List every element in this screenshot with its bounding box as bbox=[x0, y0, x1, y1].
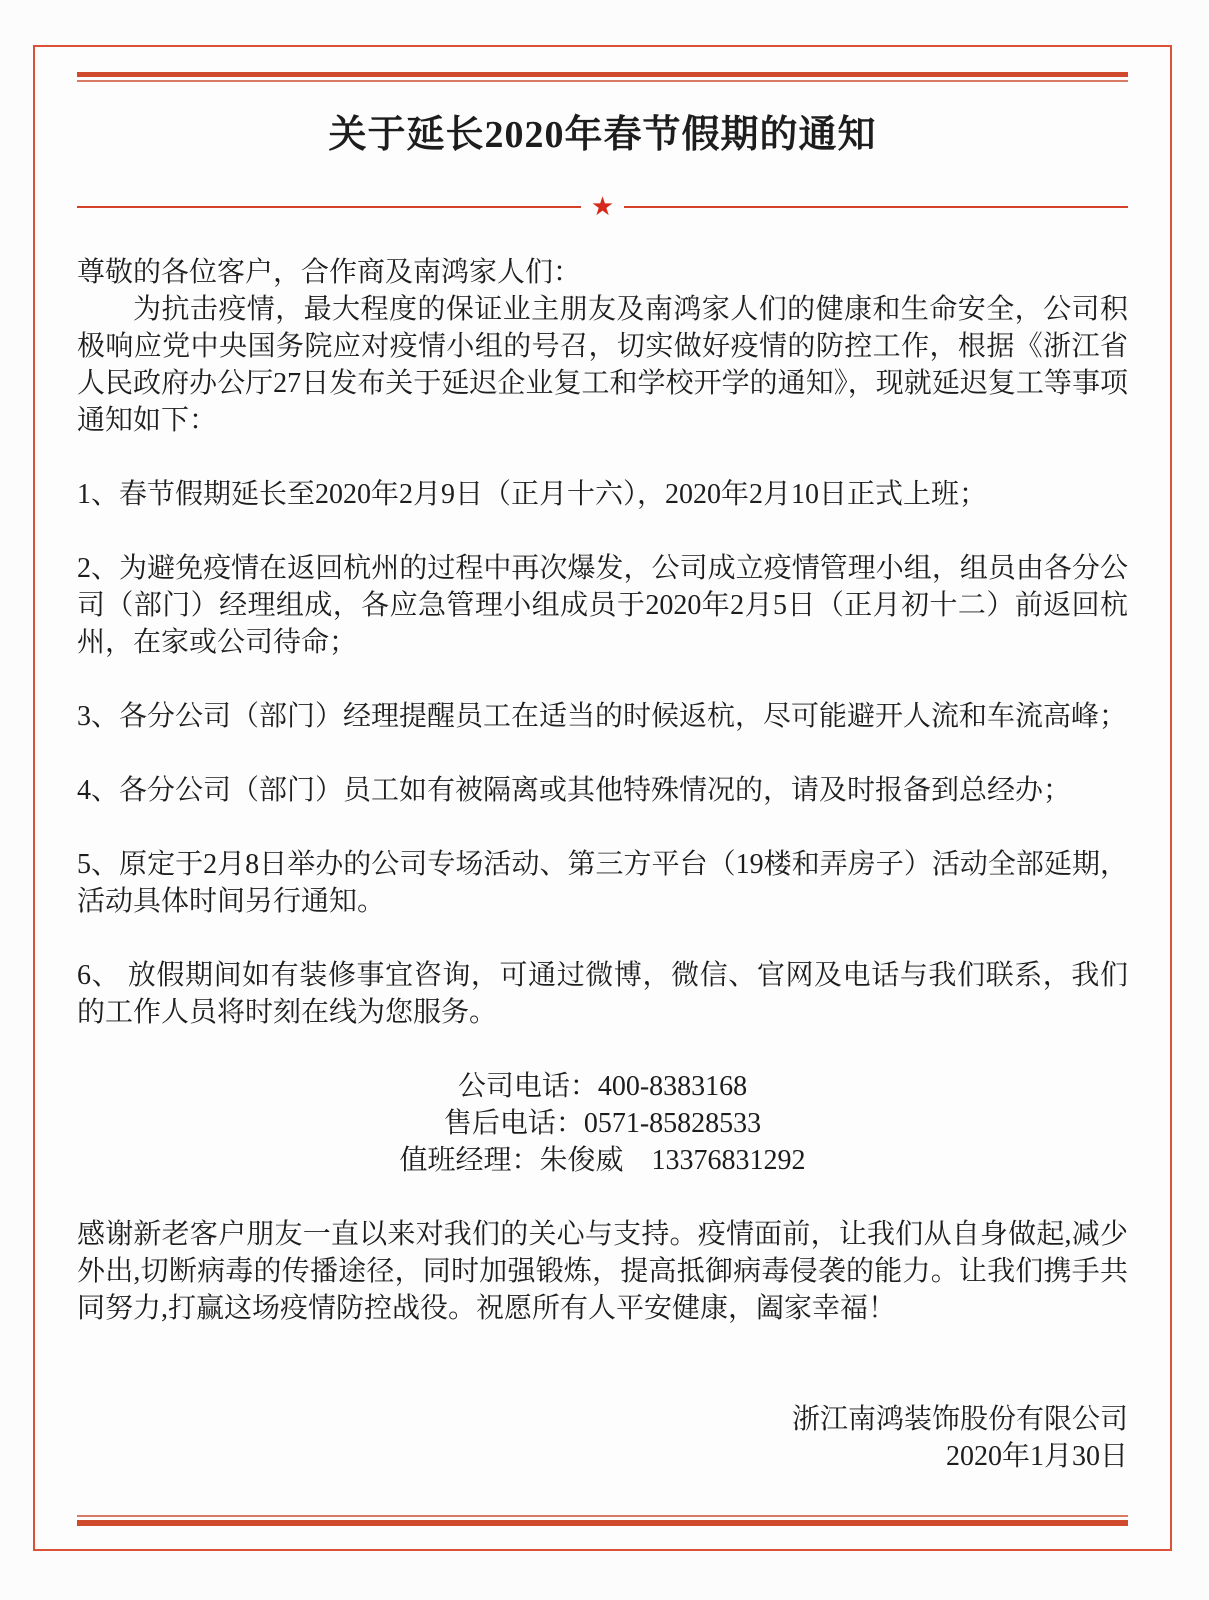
star-icon: ★ bbox=[590, 192, 615, 221]
notice-item-6: 6、 放假期间如有装修事宜咨询，可通过微博，微信、官网及电话与我们联系，我们的工作人员将时刻在线为您服务。 bbox=[77, 960, 1128, 1028]
star-divider bbox=[77, 192, 1128, 221]
bottom-rule-thick-line bbox=[77, 1520, 1128, 1526]
contact-duty-manager: 值班经理：朱俊威 13376831292 bbox=[399, 1145, 806, 1176]
intro-paragraph: 为抗击疫情，最大程度的保证业主朋友及南鸿家人们的健康和生命安全，公司积极响应党中央国务院应对疫情小组的号召，切实做好疫情的防控工作，根据《浙江省人民政府办公厅27日发布关于延迟企业复工和学校开学的通知》，现就延迟复工等事项通知如下： bbox=[77, 294, 1128, 436]
closing-paragraph: 感谢新老客户朋友一直以来对我们的关心与支持。疫情面前，让我们从自身做起,减少外出,切断病毒的传播途径，同时加强锻炼，提高抵御病毒侵袭的能力。让我们携手共同努力,打赢这场疫情防控战役。祝愿所有人平安健康，阖家幸福！ bbox=[77, 1219, 1128, 1324]
divider-line-right bbox=[624, 206, 1128, 208]
top-rule-thick-line bbox=[77, 72, 1128, 77]
contact-aftersales-phone: 售后电话：0571-85828533 bbox=[443, 1108, 762, 1139]
signature-company: 浙江南鸿装饰股份有限公司 bbox=[791, 1404, 1128, 1435]
signature-block bbox=[77, 1401, 1128, 1475]
salutation-line: 尊敬的各位客户，合作商及南鸿家人们： bbox=[77, 257, 582, 288]
notice-item-3: 3、各分公司（部门）经理提醒员工在适当的时候返杭，尽可能避开人流和车流高峰； bbox=[77, 701, 1128, 732]
notice-frame bbox=[33, 45, 1172, 1551]
bottom-double-rule bbox=[77, 1515, 1128, 1526]
notice-item-4: 4、各分公司（部门）员工如有被隔离或其他特殊情况的，请及时报备到总经办； bbox=[77, 775, 1072, 806]
notice-item-5: 5、原定于2月8日举办的公司专场活动、第三方平台（19楼和弄房子）活动全部延期，活动具体时间另行通知。 bbox=[77, 849, 1128, 917]
contact-company-phone: 公司电话：400-8383168 bbox=[457, 1071, 748, 1102]
top-double-rule bbox=[77, 72, 1128, 82]
signature-date: 2020年1月30日 bbox=[945, 1441, 1128, 1472]
notice-body bbox=[77, 254, 1128, 1475]
contact-block bbox=[77, 1068, 1128, 1179]
divider-line-left bbox=[77, 206, 581, 208]
bottom-rule-thin-line bbox=[77, 1515, 1128, 1517]
notice-item-1: 1、春节假期延长至2020年2月9日（正月十六），2020年2月10日正式上班； bbox=[77, 479, 988, 510]
top-rule-thin-line bbox=[77, 80, 1128, 82]
notice-item-2: 2、为避免疫情在返回杭州的过程中再次爆发，公司成立疫情管理小组，组员由各分公司（部门）经理组成，各应急管理小组成员于2020年2月5日（正月初十二）前返回杭州，在家或公司待命； bbox=[77, 553, 1128, 658]
notice-title: 关于延长2020年春节假期的通知 bbox=[328, 114, 877, 156]
